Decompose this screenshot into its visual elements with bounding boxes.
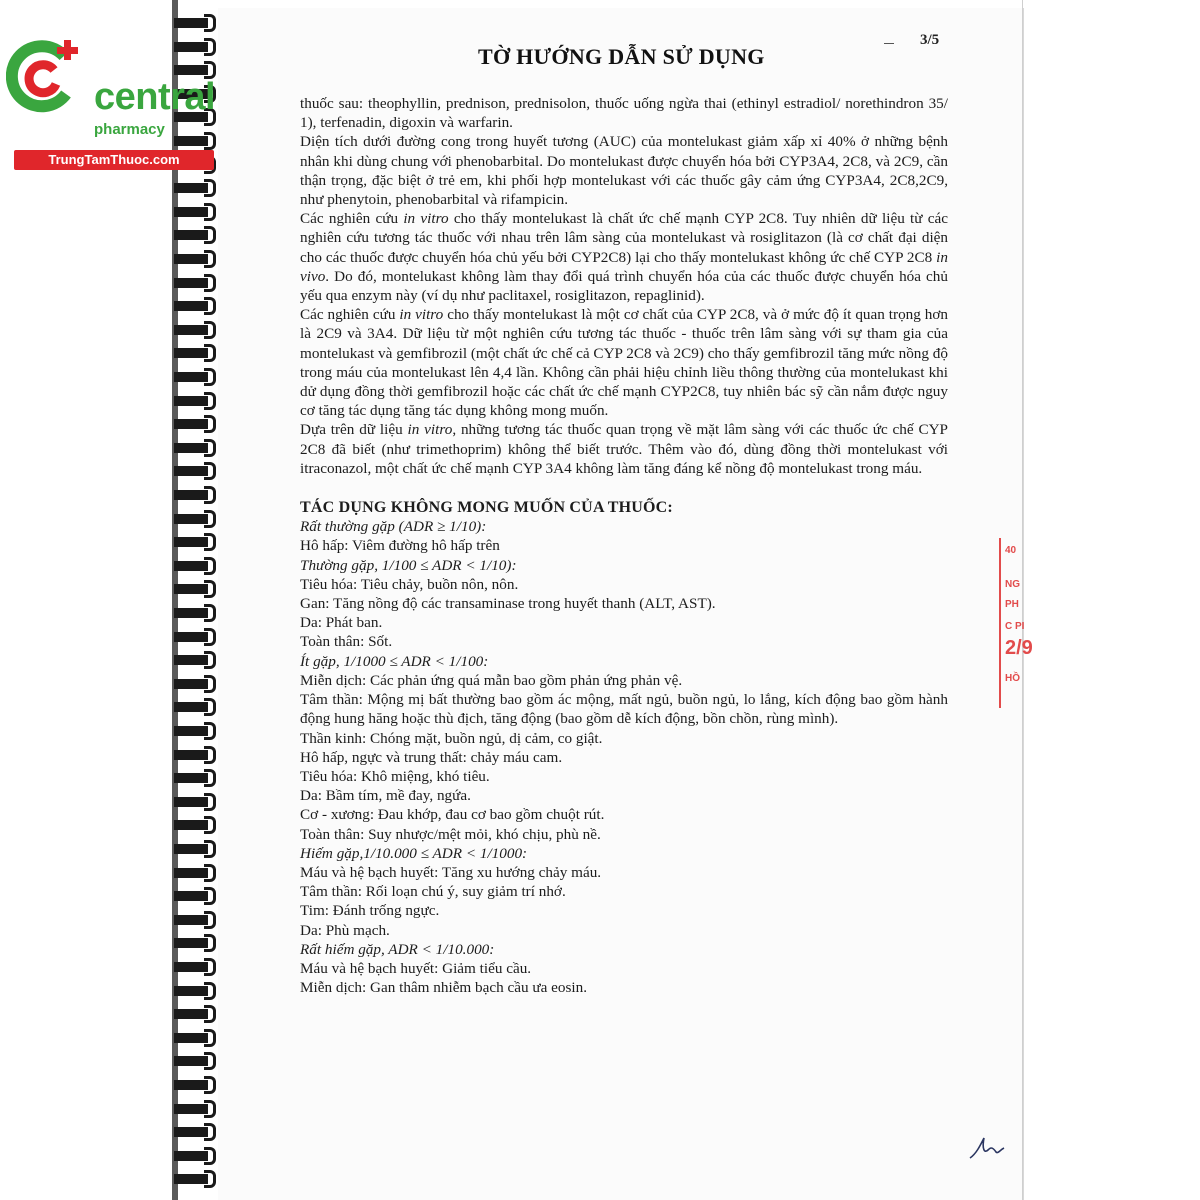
frequency-heading: Ít gặp, 1/1000 ≤ ADR < 1/100: [300, 652, 489, 670]
binding-ring [174, 1029, 218, 1047]
logo-brand: central [94, 76, 216, 118]
stamp-text: 2/9 [1005, 637, 1033, 659]
adverse-effect-item: Hô hấp: Viêm đường hô hấp trên [300, 537, 500, 555]
adverse-effect-item: Tâm thần: Mộng mị bất thường bao gồm ác mộng, mất ngủ, buồn ngủ, lo lắng, kích động bao gồm hành động hung hăng hoặc thù địch, tăng động (bao gồm dễ kích động, bồn chồn, rùng mình). [300, 691, 948, 728]
adverse-effect-item: Da: Phù mạch. [300, 921, 390, 939]
red-stamp [999, 538, 1033, 708]
binding-ring [174, 533, 218, 551]
adverse-effect-item: Tiêu hóa: Tiêu chảy, buồn nôn, nôn. [300, 575, 519, 593]
binding-ring [174, 297, 218, 315]
binding-ring [174, 321, 218, 339]
frequency-heading: Rất thường gặp (ADR ≥ 1/10): [300, 518, 487, 536]
binding-ring [174, 1005, 218, 1023]
stamp-text: HỒ [1005, 673, 1020, 684]
adverse-effect-item: Toàn thân: Sốt. [300, 633, 393, 651]
binding-ring [174, 392, 218, 410]
binding-ring [174, 510, 218, 528]
adverse-effect-item: Tim: Đánh trống ngực. [300, 902, 440, 920]
binding-ring [174, 887, 218, 905]
binding-ring [174, 934, 218, 952]
adverse-effect-item: Da: Bầm tím, mề đay, ngứa. [300, 787, 471, 805]
header-dash [884, 43, 894, 44]
binding-ring [174, 1100, 218, 1118]
binding-ring [174, 793, 218, 811]
binding-ring [174, 368, 218, 386]
stamp-text: 40 [1005, 545, 1017, 556]
binding-ring [174, 203, 218, 221]
page-number: 3/5 [920, 32, 940, 48]
logo-sub: pharmacy [94, 121, 165, 138]
binding-ring [174, 462, 218, 480]
binding-ring [174, 722, 218, 740]
adverse-effect-item: Gan: Tăng nồng độ các transaminase trong huyết thanh (ALT, AST). [300, 595, 716, 613]
stamp-text: PH [1005, 599, 1019, 610]
binding-ring [174, 580, 218, 598]
binding-ring [174, 1147, 218, 1165]
document-title: TỜ HƯỚNG DẪN SỬ DỤNG [478, 44, 765, 69]
binding-ring [174, 1170, 218, 1188]
frequency-heading: Rất hiếm gặp, ADR < 1/10.000: [300, 940, 495, 958]
binding-ring [174, 439, 218, 457]
adverse-effect-item: Hô hấp, ngực và trung thất: chảy máu cam. [300, 748, 563, 766]
binding-ring [174, 840, 218, 858]
adverse-effect-item: Toàn thân: Suy nhược/mệt mỏi, khó chịu, phù nề. [300, 825, 601, 843]
binding-ring [174, 958, 218, 976]
binding-ring [174, 226, 218, 244]
signature-mark [966, 1128, 1006, 1168]
adverse-effect-item: Tiêu hóa: Khô miệng, khó tiêu. [300, 767, 490, 785]
binding-ring [174, 1123, 218, 1141]
adverse-effect-item: Máu và hệ bạch huyết: Tăng xu hướng chảy máu. [300, 863, 602, 881]
adverse-effect-item: Tâm thần: Rối loạn chú ý, suy giảm trí nhớ. [300, 883, 566, 901]
binding-ring [174, 415, 218, 433]
binding-ring [174, 486, 218, 504]
stamp-text: NG [1005, 579, 1020, 590]
logo-mark-icon [6, 34, 88, 118]
binding-ring [174, 274, 218, 292]
logo-tagline: TrungTamThuoc.com [14, 150, 214, 170]
binding-ring [174, 769, 218, 787]
adverse-effect-item: Cơ - xương: Đau khớp, đau cơ bao gồm chuột rút. [300, 806, 605, 824]
adverse-effects-heading: TÁC DỤNG KHÔNG MONG MUỐN CỦA THUỐC: [300, 499, 673, 517]
frequency-heading: Hiếm gặp,1/10.000 ≤ ADR < 1/1000: [300, 844, 528, 862]
binding-ring [174, 1076, 218, 1094]
binding-ring [174, 1052, 218, 1070]
binding-ring [174, 651, 218, 669]
stamp-text: C PI [1005, 621, 1025, 632]
adverse-effect-item: Máu và hệ bạch huyết: Giảm tiểu cầu. [300, 959, 532, 977]
binding-ring [174, 982, 218, 1000]
adverse-effect-item: Miễn dịch: Các phản ứng quá mẫn bao gồm phản ứng phản vệ. [300, 671, 683, 689]
binding-ring [174, 628, 218, 646]
binding-ring [174, 675, 218, 693]
adverse-effects-list [300, 517, 948, 997]
binding-ring [174, 604, 218, 622]
binding-ring [174, 557, 218, 575]
binding-ring [174, 864, 218, 882]
adverse-effect-item: Thần kinh: Chóng mặt, buồn ngủ, dị cảm, co giật. [300, 729, 603, 747]
binding-ring [174, 344, 218, 362]
binding-ring [174, 746, 218, 764]
interaction-paragraph-2: Diện tích dưới đường cong trong huyết tương (AUC) của montelukast giảm xấp xỉ 40% ở những bệnh nhân khi dùng chung với phenobarbital. Do montelukast được chuyển hóa bởi CYP3A4, 2C8, và 2C9, cần thận trọng, đặc biệt ở trẻ em, khi phối hợp montelukast với các thuốc gây cảm ứng CYP3A4, 2C8,2C9, như phenytoin, phenobarbital và rifampicin. [300, 133, 948, 209]
binding-ring [174, 911, 218, 929]
binding-ring [174, 179, 218, 197]
interaction-paragraph-4: Các nghiên cứu in vitro cho thấy montelukast là một cơ chất của CYP 2C8, và ở mức độ ít quan trọng hơn là 2C9 và 3A4. Dữ liệu từ một nghiên cứu tương tác thuốc - thuốc trên lâm sàng với sự tham gia của montelukast và gemfibrozil (một chất ức chế cả CYP 2C8 và 2C9) cho thấy gemfibrozil tăng mức nồng độ trong máu của montelukast lên 4,4 lần. Không cần phải hiệu chỉnh liều thông thường của montelukast khi dử dụng đồng thời gemfibrozil hoặc các chất ức chế mạnh CYP2C8, tuy nhiên bác sỹ cần nắm được nguy cơ tăng tác dụng tăng tác dụng không mong muốn. [300, 306, 949, 420]
adverse-effect-item: Da: Phát ban. [300, 614, 383, 632]
interaction-paragraph-3: Các nghiên cứu in vitro cho thấy montelukast là chất ức chế mạnh CYP 2C8. Tuy nhiên dữ liệu từ các nghiên cứu tương tác thuốc với nhau trên lâm sàng của montelukast và rosiglitazon (là cơ chất đại diện cho các thuốc được chuyển hóa chủ yếu bởi CYP2C8) lại cho thấy montelukast không ức chế CYP 2C8 in vivo. Do đó, montelukast không làm thay đổi quá trình chuyển hóa của các thuốc được chuyển hóa chủ yếu qua enzym này (ví dụ như paclitaxel, rosiglitazon, repaglinid). [300, 210, 948, 305]
interaction-paragraph-1: thuốc sau: theophyllin, prednison, prednisolon, thuốc uống ngừa thai (ethinyl estradiol/ norethindron 35/ 1), terfenadin, digoxin và warfarin. [300, 95, 948, 132]
central-pharmacy-logo [6, 34, 221, 167]
binding-ring [174, 816, 218, 834]
binding-ring [174, 250, 218, 268]
adverse-effect-item: Miễn dịch: Gan thâm nhiễm bạch cầu ưa eosin. [300, 979, 588, 997]
frequency-heading: Thường gặp, 1/100 ≤ ADR < 1/10): [300, 556, 517, 574]
document-body [300, 94, 948, 997]
binding-ring [174, 698, 218, 716]
interaction-paragraph-5: Dựa trên dữ liệu in vitro, những tương tác thuốc quan trọng về mặt lâm sàng với các thuốc ức chế CYP 2C8 đã biết (như trimethoprim) không thể biết trước. Thêm vào đó, dùng đồng thời montelukast với itraconazol, một chất ức chế mạnh CYP 3A4 không làm tăng đáng kể nồng độ montelukast trong máu. [300, 421, 948, 477]
binding-ring [174, 14, 218, 32]
